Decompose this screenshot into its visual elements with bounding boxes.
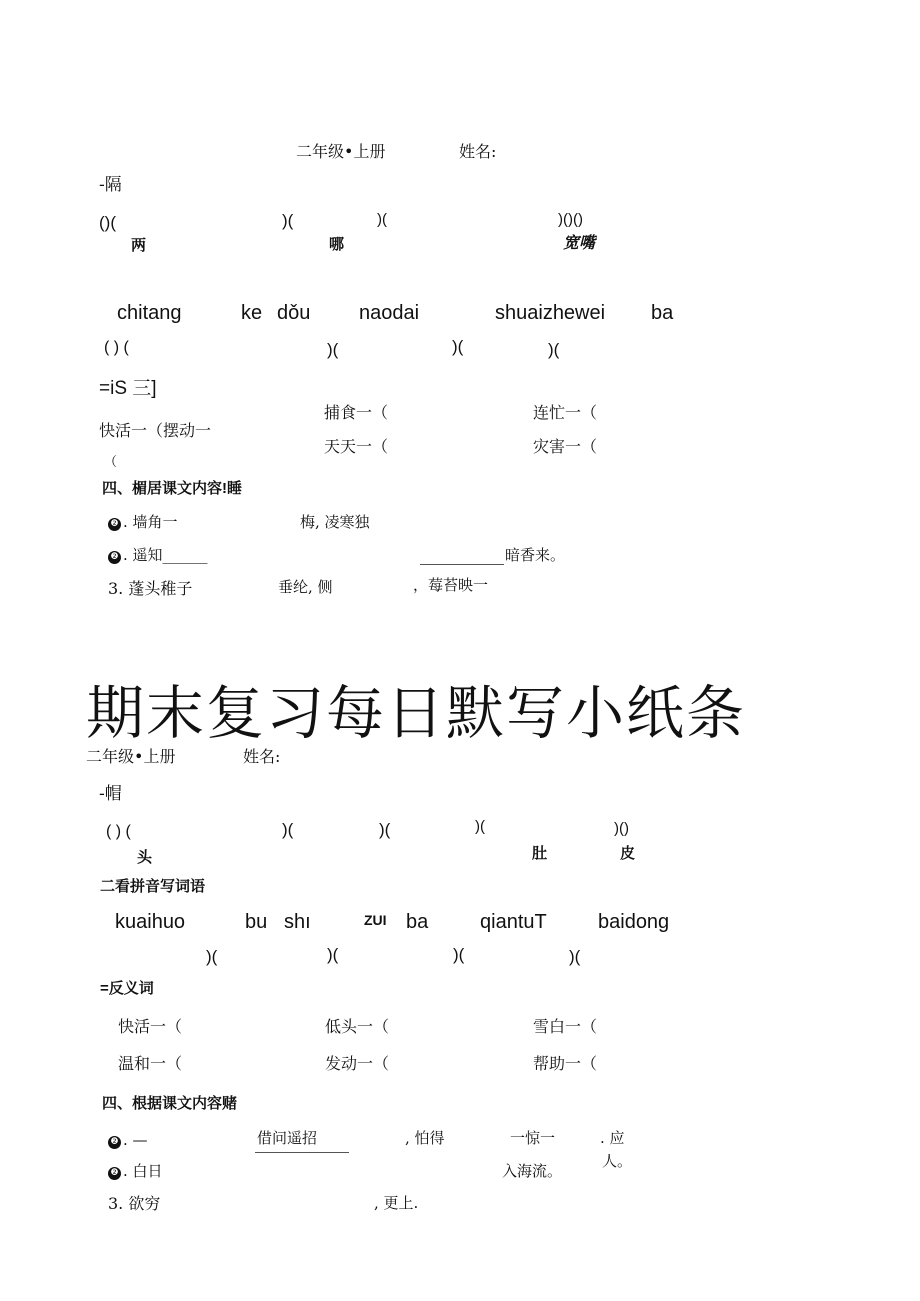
antonym-item: 快活一（ xyxy=(118,1017,183,1036)
paren-group: ( ) ( xyxy=(106,823,131,840)
antonym-item: 灾害一（ xyxy=(533,437,598,456)
paren-group: )( xyxy=(548,340,560,359)
antonym-item: 捕食一（ xyxy=(324,403,389,422)
paren-group: )() xyxy=(614,820,629,837)
pinyin-word: bu xyxy=(245,911,268,933)
pinyin-word: ke xyxy=(241,302,263,324)
pinyin-word: dǒu xyxy=(277,302,311,324)
poem-line-3: 3. 蓬头稚子 xyxy=(108,579,193,598)
pinyin-word: ba xyxy=(406,911,429,933)
hint-char: 哪 xyxy=(329,236,345,253)
poem-text: 垂纶, 侧 xyxy=(278,578,333,596)
pinyin-word: ba xyxy=(651,302,674,324)
paren-group: ( ) ( xyxy=(104,339,129,356)
name-label: 姓名: xyxy=(243,747,281,766)
grade-label: 二年级•上册 xyxy=(296,142,386,161)
antonym-item: 帮助一（ xyxy=(533,1054,598,1073)
paren-group: )( xyxy=(282,820,294,839)
bullet-icon: ❷ xyxy=(108,518,121,531)
paren-mark: （ xyxy=(104,455,118,470)
section-3-title: =反义词 xyxy=(100,980,154,997)
name-label: 姓名: xyxy=(459,142,497,161)
paren-group: ()( xyxy=(99,213,116,232)
pinyin-word: naodai xyxy=(359,302,420,324)
hint-char: 头 xyxy=(137,849,153,866)
paren-group: )( xyxy=(327,340,339,359)
hint-char: 两 xyxy=(131,237,147,254)
section-1-title: -隔 xyxy=(99,175,122,195)
paren-group: )( xyxy=(206,947,218,966)
paren-group: )( xyxy=(452,337,464,356)
antonym-item: 低头一（ xyxy=(325,1017,390,1036)
poem-line-1: ❷ . — xyxy=(108,1133,148,1149)
blank-line xyxy=(420,564,504,565)
antonym-item: 快活一（摆动一 xyxy=(99,421,212,440)
poem-text: . 应 xyxy=(600,1129,625,1147)
poem-text: 人。 xyxy=(602,1152,633,1170)
poem-line-1: ❷ . 墙角一 xyxy=(108,515,178,531)
antonym-item: 雪白一（ xyxy=(533,1017,598,1036)
poem-text: , 更上. xyxy=(374,1194,419,1212)
paren-group: )( xyxy=(379,820,391,839)
paren-group: )( xyxy=(453,945,465,964)
section-1-title: -帽 xyxy=(99,784,122,804)
grade-label: 二年级•上册 xyxy=(86,747,176,766)
poem-line-2: ❷ . 白日 xyxy=(108,1164,163,1180)
antonym-item: 连忙一（ xyxy=(533,403,598,422)
page-title: 期末复习每日默写小纸条 xyxy=(86,679,747,747)
pinyin-word: chitang xyxy=(117,302,182,324)
hint-char: 肚 xyxy=(532,845,548,862)
poem-text: , 怕得 xyxy=(405,1129,445,1147)
pinyin-word: shuaizhewei xyxy=(495,302,606,324)
poem-line-2: ❷ . 遥知______ xyxy=(108,548,208,564)
antonym-item: 温和一（ xyxy=(118,1054,183,1073)
pinyin-word: shı xyxy=(284,911,311,933)
poem-text: 暗香来。 xyxy=(505,546,566,564)
paren-group: )( xyxy=(377,211,387,228)
pinyin-word: kuaihuo xyxy=(115,911,186,933)
bullet-icon: ❷ xyxy=(108,551,121,564)
paren-group: )( xyxy=(569,947,581,966)
section-3-title: =iS 三] xyxy=(99,378,157,399)
antonym-item: 发动一（ xyxy=(325,1054,390,1073)
paren-group: )( xyxy=(327,945,339,964)
hint-char: 皮 xyxy=(620,845,636,862)
poem-text: 借问遥招 xyxy=(257,1129,318,1147)
section-2-title: 二看拼音写词语 xyxy=(100,878,206,895)
poem-line-3: 3. 欲穷 xyxy=(108,1194,161,1213)
pinyin-word: qiantuT xyxy=(480,911,547,933)
blank-line xyxy=(255,1152,349,1153)
paren-group: )()() xyxy=(558,211,583,228)
antonym-item: 天天一（ xyxy=(324,437,389,456)
pinyin-word: baidong xyxy=(598,911,670,933)
bullet-icon: ❷ xyxy=(108,1167,121,1180)
section-4-title: 四、楣居课文内容!睡 xyxy=(102,480,242,497)
poem-text: 梅, 凌寒独 xyxy=(300,513,370,531)
bullet-icon: ❷ xyxy=(108,1136,121,1149)
poem-text: 入海流。 xyxy=(502,1162,563,1180)
poem-text: 一惊一 xyxy=(510,1129,556,1147)
pinyin-word: ZUI xyxy=(364,912,387,928)
paren-group: )( xyxy=(282,211,294,230)
poem-text: ，莓苔映一 xyxy=(413,576,489,594)
section-4-title: 四、根据课文内容赌 xyxy=(102,1095,238,1112)
paren-group: )( xyxy=(475,818,485,835)
hint-char: 宽嘴 xyxy=(563,235,596,252)
